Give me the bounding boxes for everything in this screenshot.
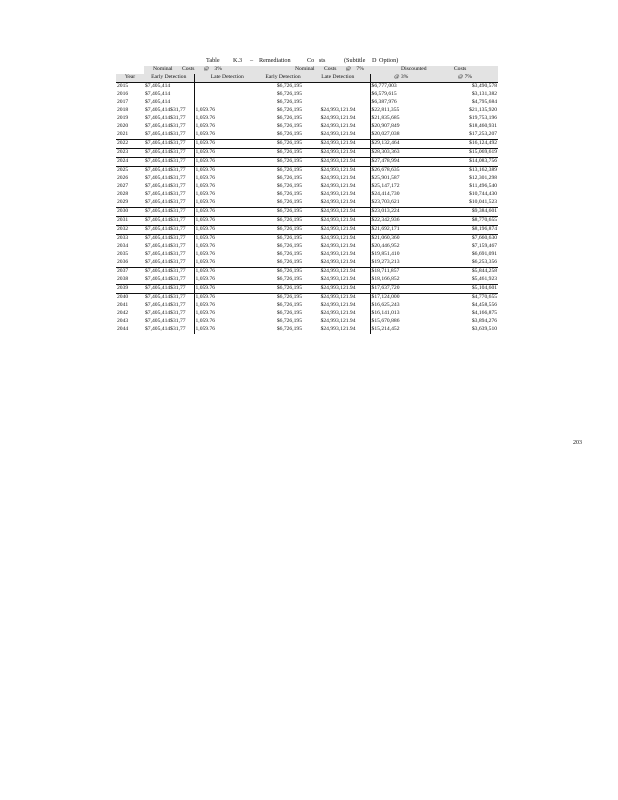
early-detection-7pct-cell: $6,726,195 — [276, 99, 303, 106]
discounted-7pct-cell: $4,458,556 — [471, 302, 498, 309]
discounted-7pct-cell: $13,162,389 — [432, 167, 498, 176]
year-cell: 2035 — [117, 251, 129, 258]
discounted-3pct-cell: $15,214,452 — [370, 326, 432, 334]
late-detection-7pct-cell: $24,993,121.94 — [320, 318, 356, 325]
early-detection-3pct-cell: $7,405,414$31,77 — [144, 123, 194, 131]
early-detection-3pct-cell: $7,405,414$31,77 — [144, 140, 194, 149]
title-word-subtitle: (Subtitle — [344, 57, 366, 64]
late-detection-3pct-cell: 1,059.76 — [195, 107, 216, 114]
late-detection-3pct-cell: 1,059.76 — [195, 318, 216, 325]
year-cell: 2029 — [117, 199, 129, 206]
header-group-7pct: Nominal Costs @ 7% — [260, 66, 370, 74]
discounted-7pct-cell: $3,131,382 — [471, 91, 498, 98]
table-row — [116, 167, 498, 176]
year-cell: 2030 — [116, 208, 144, 217]
year-cell: 2027 — [117, 183, 129, 190]
late-detection-3pct-cell: 1,059.76 — [195, 131, 216, 138]
header-early-detection-3pct: Early Detection — [144, 74, 194, 83]
year-cell: 2041 — [117, 302, 129, 309]
discounted-7pct-cell: $16,124,492 — [432, 140, 498, 149]
header-sub-row — [116, 74, 498, 83]
late-detection-3pct-cell: 1,059.76 — [195, 175, 216, 182]
late-detection-7pct-cell: $24,993,121.94 — [306, 158, 370, 167]
late-detection-7pct-cell: $24,993,121.94 — [306, 167, 370, 176]
late-detection-3pct-cell: 1,059.76 — [195, 191, 216, 198]
early-detection-3pct-cell: $7,405,414$31,77 — [144, 243, 194, 251]
discounted-7pct-cell: $3,894,276 — [471, 318, 498, 325]
table-row — [116, 123, 498, 131]
year-cell: 2038 — [117, 276, 129, 283]
late-detection-3pct-cell: 1,059.76 — [194, 140, 260, 149]
early-detection-3pct-cell: $7,405,414$31,77 — [144, 285, 194, 294]
discounted-3pct-cell: $20,027,038 — [370, 131, 432, 140]
late-detection-7pct-cell: $24,993,121.94 — [320, 276, 356, 283]
early-detection-3pct-cell: $7,405,414$31,77 — [144, 259, 194, 268]
discounted-7pct-cell: $14,083,756 — [432, 158, 498, 167]
early-detection-7pct-cell: $6,726,195 — [260, 167, 306, 176]
late-detection-3pct-cell: 1,059.76 — [195, 115, 216, 122]
early-detection-3pct-cell: $7,405,414$31,77 — [144, 208, 194, 217]
discounted-7pct-cell: $4,770,655 — [432, 294, 498, 303]
late-detection-7pct-cell: $24,993,121.94 — [320, 199, 356, 206]
header-blank — [116, 66, 144, 74]
discounted-3pct-cell: $19,851,410 — [370, 251, 432, 259]
late-detection-7pct-cell: $24,993,121.94 — [320, 107, 356, 114]
discounted-3pct-cell: $16,141,013 — [370, 310, 432, 318]
discounted-7pct-cell: $19,753,196 — [469, 115, 498, 122]
late-detection-7pct-cell: $24,993,121.94 — [320, 326, 356, 333]
early-detection-3pct-cell: $7,405,414$31,77 — [144, 199, 194, 208]
early-detection-7pct-cell: $6,726,195 — [260, 140, 306, 149]
late-detection-7pct-cell: $24,993,121.94 — [320, 251, 356, 258]
table-row — [116, 199, 498, 208]
late-detection-3pct-cell: 1,059.76 — [195, 183, 216, 190]
late-detection-3pct-cell: 1,059.76 — [194, 149, 260, 158]
year-cell: 2036 — [117, 259, 129, 266]
late-detection-7pct-cell: $24,993,121.94 — [320, 183, 356, 190]
header-discounted-3pct: @ 3% — [370, 74, 432, 83]
discounted-7pct-cell: $10,744,430 — [469, 191, 498, 198]
late-detection-3pct-cell: 1,059.76 — [194, 167, 260, 176]
early-detection-3pct-cell: $7,405,414$31,77 — [144, 167, 194, 176]
late-detection-3pct-cell: 1,059.76 — [195, 302, 216, 309]
table-row — [116, 268, 498, 277]
early-detection-7pct-cell: $6,726,195 — [276, 199, 303, 206]
table-row — [116, 140, 498, 149]
early-detection-3pct-cell: $7,405,414$31,77 — [144, 294, 194, 303]
discounted-7pct-cell: $10,041,523 — [469, 199, 498, 206]
early-detection-3pct-cell: $7,405,414$31,77 — [144, 158, 194, 167]
early-detection-3pct-cell: $7,405,414$31,77 — [144, 276, 194, 285]
early-detection-3pct-cell: $7,405,414$31,77 — [144, 226, 194, 235]
early-detection-3pct-cell: $7,405,414$31,77 — [144, 107, 194, 115]
late-detection-3pct-cell: 1,059.76 — [194, 158, 260, 167]
late-detection-7pct-cell: $24,993,121.94 — [306, 268, 370, 277]
early-detection-3pct-cell: $7,405,414$31,77 — [144, 183, 194, 191]
header-late-detection-7pct: Late Detection — [306, 74, 370, 83]
late-detection-7pct-cell: $24,993,121.94 — [306, 149, 370, 158]
table-row — [116, 131, 498, 140]
year-cell: 2043 — [117, 318, 129, 325]
discounted-3pct-cell: $20,446,952 — [370, 243, 432, 251]
early-detection-7pct-cell: $6,726,195 — [260, 235, 306, 244]
discounted-3pct-cell: $25,901,587 — [370, 175, 432, 183]
header-early-detection-7pct: Early Detection — [260, 74, 306, 83]
discounted-7pct-cell: $15,069,619 — [432, 149, 498, 158]
late-detection-7pct-cell: $24,993,121.94 — [320, 115, 356, 122]
late-detection-3pct-cell: 1,059.76 — [195, 123, 216, 130]
early-detection-3pct-cell: $7,405,414 — [144, 99, 194, 107]
year-cell: 2024 — [116, 158, 144, 167]
table-row — [116, 191, 498, 199]
table-row — [116, 310, 498, 318]
discounted-3pct-cell: $23,013,224 — [370, 208, 432, 217]
discounted-7pct-cell: $8,196,874 — [432, 226, 498, 235]
late-detection-7pct-cell: $24,993,121.94 — [320, 302, 356, 309]
year-cell: 2020 — [117, 123, 129, 130]
early-detection-7pct-cell: $6,726,195 — [276, 115, 303, 122]
late-detection-7pct-cell: $24,993,121.94 — [306, 226, 370, 235]
year-cell: 2037 — [116, 268, 144, 277]
discounted-3pct-cell: $27,478,994 — [370, 158, 432, 167]
early-detection-7pct-cell: $6,726,195 — [260, 226, 306, 235]
discounted-3pct-cell: $28,303,363 — [370, 149, 432, 158]
year-cell: 2039 — [116, 285, 144, 294]
late-detection-3pct-cell: 1,059.76 — [195, 259, 216, 266]
table-row — [116, 107, 498, 115]
early-detection-3pct-cell: $7,405,414$31,77 — [144, 131, 194, 140]
late-detection-3pct-cell: 1,059.76 — [195, 243, 216, 250]
discounted-3pct-cell: $15,670,886 — [370, 318, 432, 326]
header-discounted-7pct: @ 7% — [432, 74, 498, 83]
late-detection-7pct-cell: $24,993,121.94 — [306, 285, 370, 294]
table-row — [116, 318, 498, 326]
late-detection-3pct-cell: 1,059.76 — [194, 217, 260, 226]
late-detection-3pct-cell: 1,059.76 — [194, 285, 260, 294]
header-group-discounted: Discounted Costs — [370, 66, 498, 74]
late-detection-7pct-cell — [306, 99, 370, 107]
discounted-7pct-cell: $6,253,356 — [471, 259, 498, 266]
early-detection-7pct-cell: $6,726,195 — [276, 326, 303, 333]
discounted-7pct-cell: $4,166,875 — [471, 310, 498, 317]
early-detection-7pct-cell: $6,726,195 — [276, 302, 303, 309]
year-cell: 2019 — [117, 115, 129, 122]
discounted-7pct-cell: $7,159,467 — [471, 243, 498, 250]
table-row — [116, 226, 498, 235]
early-detection-3pct-cell: $7,405,414$31,77 — [144, 302, 194, 310]
discounted-3pct-cell: $25,147,172 — [370, 183, 432, 191]
discounted-3pct-cell: $22,342,936 — [370, 217, 432, 226]
late-detection-7pct-cell: $24,993,121.94 — [320, 175, 356, 182]
year-cell: 2034 — [117, 243, 129, 250]
discounted-7pct-cell: $3,490,578 — [432, 83, 498, 92]
early-detection-3pct-cell: $7,405,414$31,77 — [144, 268, 194, 277]
header-year: Year — [116, 74, 144, 83]
table-row — [116, 183, 498, 191]
year-cell: 2025 — [116, 167, 144, 176]
discounted-3pct-cell: $17,124,000 — [370, 294, 432, 303]
late-detection-7pct-cell: $24,993,121.94 — [306, 294, 370, 303]
table-row — [116, 208, 498, 217]
late-detection-7pct-cell: $24,993,121.94 — [320, 131, 356, 138]
late-detection-3pct-cell: 1,059.76 — [195, 276, 216, 283]
early-detection-7pct-cell: $6,726,195 — [260, 208, 306, 217]
late-detection-3pct-cell: 1,059.76 — [195, 326, 216, 333]
header-group-3pct: Nominal Costs @ 3% — [144, 66, 260, 74]
title-word-costs: Co sts — [307, 57, 326, 64]
discounted-7pct-cell: $11,496,540 — [469, 183, 498, 190]
year-cell: 2018 — [117, 107, 129, 114]
table-row — [116, 294, 498, 303]
discounted-3pct-cell: $22,811,355 — [370, 107, 432, 115]
early-detection-7pct-cell: $6,726,195 — [260, 83, 306, 92]
discounted-3pct-cell: $23,703,621 — [370, 199, 432, 208]
early-detection-3pct-cell: $7,405,414$31,77 — [144, 217, 194, 226]
year-cell: 2044 — [117, 326, 129, 333]
early-detection-7pct-cell: $6,726,195 — [276, 175, 303, 182]
year-cell: 2042 — [117, 310, 129, 317]
title-word-remediation: Remediation — [259, 57, 291, 64]
early-detection-7pct-cell: $6,726,195 — [260, 294, 306, 303]
discounted-3pct-cell: $6,387,976 — [370, 99, 432, 107]
late-detection-7pct-cell: $24,993,121.94 — [320, 310, 356, 317]
year-cell: 2016 — [117, 91, 129, 98]
early-detection-7pct-cell: $6,726,195 — [260, 149, 306, 158]
title-word-table: Table — [206, 57, 220, 64]
late-detection-7pct-cell: $24,993,121.94 — [306, 235, 370, 244]
discounted-3pct-cell: $19,273,213 — [370, 259, 432, 268]
late-detection-7pct-cell: $24,993,121.94 — [320, 191, 356, 198]
title-word-option: Option) — [379, 57, 399, 64]
table-row — [116, 217, 498, 226]
late-detection-3pct-cell: 1,059.76 — [194, 226, 260, 235]
discounted-7pct-cell: $4,795,684 — [471, 99, 498, 106]
table-row — [116, 235, 498, 244]
remediation-costs-table — [116, 66, 498, 334]
discounted-7pct-cell: $6,691,091 — [471, 251, 498, 258]
late-detection-7pct-cell: $24,993,121.94 — [306, 140, 370, 149]
early-detection-7pct-cell: $6,726,195 — [276, 123, 303, 130]
late-detection-7pct-cell: $24,993,121.94 — [306, 217, 370, 226]
header-band-row — [116, 66, 498, 74]
year-cell: 2015 — [116, 83, 144, 92]
early-detection-7pct-cell: $6,726,195 — [276, 191, 303, 198]
early-detection-7pct-cell: $6,726,195 — [276, 91, 303, 98]
year-cell: 2028 — [117, 191, 129, 198]
discounted-3pct-cell: $29,132,464 — [370, 140, 432, 149]
table-row — [116, 149, 498, 158]
discounted-7pct-cell: $12,301,298 — [469, 175, 498, 182]
table-row — [116, 99, 498, 107]
early-detection-7pct-cell: $6,726,195 — [276, 276, 303, 283]
year-cell: 2040 — [116, 294, 144, 303]
early-detection-7pct-cell: $6,726,195 — [260, 158, 306, 167]
table-row — [116, 285, 498, 294]
title-dash: – — [250, 57, 254, 64]
early-detection-7pct-cell: $6,726,195 — [276, 107, 303, 114]
late-detection-7pct-cell: $24,993,121.94 — [320, 243, 356, 250]
table-row — [116, 158, 498, 167]
early-detection-3pct-cell: $7,405,414$31,77 — [144, 191, 194, 199]
table-row — [116, 259, 498, 268]
discounted-7pct-cell: $17,253,207 — [469, 131, 498, 138]
late-detection-3pct-cell — [194, 99, 260, 107]
early-detection-7pct-cell: $6,726,195 — [276, 131, 303, 138]
discounted-3pct-cell: $18,711,857 — [370, 268, 432, 277]
table-row — [116, 91, 498, 99]
table-row — [116, 83, 498, 92]
late-detection-7pct-cell: $24,993,121.94 — [306, 208, 370, 217]
discounted-7pct-cell: $5,844,258 — [432, 268, 498, 277]
early-detection-3pct-cell: $7,405,414 — [144, 91, 194, 99]
late-detection-7pct-cell: $24,993,121.94 — [320, 123, 356, 130]
table-row — [116, 326, 498, 334]
late-detection-3pct-cell: 1,059.76 — [195, 199, 216, 206]
discounted-3pct-cell: $21,692,171 — [370, 226, 432, 235]
late-detection-7pct-cell — [306, 83, 370, 92]
discounted-7pct-cell: $5,461,923 — [471, 276, 498, 283]
discounted-7pct-cell: $7,660,630 — [432, 235, 498, 244]
early-detection-7pct-cell: $6,726,195 — [260, 268, 306, 277]
page-number: 203 — [573, 440, 582, 446]
late-detection-3pct-cell: 1,059.76 — [194, 294, 260, 303]
year-cell: 2023 — [116, 149, 144, 158]
discounted-7pct-cell: $21,135,920 — [469, 107, 498, 114]
early-detection-7pct-cell: $6,726,195 — [260, 217, 306, 226]
year-cell: 2021 — [117, 131, 129, 138]
late-detection-3pct-cell — [194, 91, 260, 99]
table-row — [116, 251, 498, 259]
discounted-3pct-cell: $26,678,635 — [370, 167, 432, 176]
discounted-7pct-cell: $3,639,510 — [471, 326, 498, 333]
early-detection-7pct-cell: $6,726,195 — [276, 251, 303, 258]
early-detection-3pct-cell: $7,405,414$31,77 — [144, 318, 194, 326]
year-cell: 2033 — [116, 235, 144, 244]
discounted-3pct-cell: $21,060,360 — [370, 235, 432, 244]
year-cell: 2017 — [117, 99, 129, 106]
early-detection-3pct-cell: $7,405,414$31,77 — [144, 115, 194, 123]
table-row — [116, 115, 498, 123]
discounted-3pct-cell: $21,835,685 — [370, 115, 432, 123]
late-detection-3pct-cell: 1,059.76 — [194, 208, 260, 217]
late-detection-3pct-cell: 1,059.76 — [194, 268, 260, 277]
late-detection-3pct-cell: 1,059.76 — [194, 235, 260, 244]
discounted-3pct-cell: $6,777,003 — [370, 83, 432, 92]
early-detection-7pct-cell: $6,726,195 — [276, 183, 303, 190]
discounted-3pct-cell: $17,637,720 — [370, 285, 432, 294]
discounted-7pct-cell: $5,104,601 — [432, 285, 498, 294]
early-detection-3pct-cell: $7,405,414 — [144, 83, 194, 92]
discounted-3pct-cell: $18,166,852 — [370, 276, 432, 285]
early-detection-7pct-cell: $6,726,195 — [276, 310, 303, 317]
year-cell: 2031 — [116, 217, 144, 226]
late-detection-3pct-cell: 1,059.76 — [195, 310, 216, 317]
early-detection-7pct-cell: $6,726,195 — [276, 243, 303, 250]
discounted-3pct-cell: $20,907,849 — [370, 123, 432, 131]
discounted-3pct-cell: $24,414,730 — [370, 191, 432, 199]
early-detection-7pct-cell: $6,726,195 — [276, 318, 303, 325]
title-word-d: D — [372, 57, 377, 64]
late-detection-3pct-cell: 1,059.76 — [195, 251, 216, 258]
late-detection-3pct-cell — [194, 83, 260, 92]
early-detection-3pct-cell: $7,405,414$31,77 — [144, 149, 194, 158]
early-detection-3pct-cell: $7,405,414$31,77 — [144, 235, 194, 244]
discounted-7pct-cell: $9,384,601 — [432, 208, 498, 217]
discounted-7pct-cell: $18,460,931 — [469, 123, 498, 130]
table-row — [116, 302, 498, 310]
early-detection-3pct-cell: $7,405,414$31,77 — [144, 326, 194, 334]
title-number: K.3 — [233, 57, 243, 64]
table-body — [116, 83, 498, 335]
early-detection-3pct-cell: $7,405,414$31,77 — [144, 251, 194, 259]
discounted-3pct-cell: $16,625,243 — [370, 302, 432, 310]
year-cell: 2032 — [116, 226, 144, 235]
early-detection-7pct-cell: $6,726,195 — [260, 285, 306, 294]
early-detection-7pct-cell: $6,726,195 — [276, 259, 303, 266]
early-detection-3pct-cell: $7,405,414$31,77 — [144, 310, 194, 318]
table-row — [116, 243, 498, 251]
discounted-3pct-cell: $6,579,615 — [370, 91, 432, 99]
table-row — [116, 276, 498, 285]
early-detection-3pct-cell: $7,405,414$31,77 — [144, 175, 194, 183]
year-cell: 2022 — [116, 140, 144, 149]
late-detection-7pct-cell: $24,993,121.94 — [320, 259, 356, 266]
discounted-7pct-cell: $8,770,655 — [432, 217, 498, 226]
table-row — [116, 175, 498, 183]
late-detection-7pct-cell — [306, 91, 370, 99]
header-late-detection-3pct: Late Detection — [194, 74, 260, 83]
year-cell: 2026 — [117, 175, 129, 182]
